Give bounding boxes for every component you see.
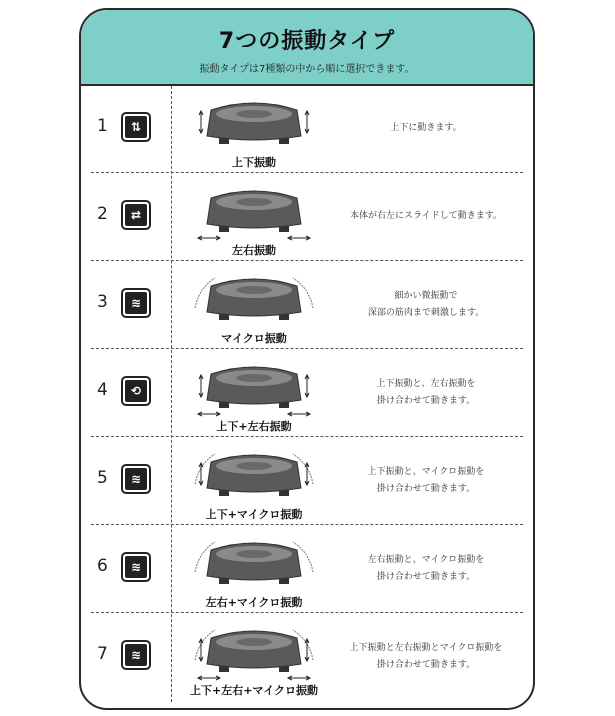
vibration-type-row <box>81 262 533 349</box>
device-illustration <box>189 356 319 418</box>
type-description <box>331 552 521 586</box>
all-vibration-icon: ≋ <box>121 640 151 670</box>
type-label: 上下振動 <box>232 156 276 169</box>
type-description <box>331 640 521 674</box>
description-line: 細かい微振動で <box>394 291 458 301</box>
row-separator <box>91 612 523 613</box>
row-separator <box>91 348 523 349</box>
type-description <box>331 288 521 322</box>
type-number: 7 <box>97 644 108 664</box>
left-right-micro-icon: ≋ <box>121 552 151 582</box>
device-illustration <box>189 620 319 682</box>
row-separator <box>91 172 523 173</box>
header <box>81 10 533 86</box>
vibration-type-row <box>81 526 533 613</box>
description-line: 上下振動と左右振動とマイクロ振動を <box>349 643 503 653</box>
description-line: 掛け合わせて動きます。 <box>376 396 476 406</box>
vibration-types-card <box>79 8 535 710</box>
description-line: 掛け合わせて動きます。 <box>376 572 476 582</box>
row-separator <box>91 524 523 525</box>
vibration-type-row <box>81 614 533 701</box>
type-number: 1 <box>97 116 108 136</box>
type-description <box>331 208 521 225</box>
up-down-arrows-icon: ⇅ <box>121 112 151 142</box>
device-illustration <box>189 92 319 154</box>
description-line: 上下振動と、マイクロ振動を <box>367 467 485 477</box>
page-subtitle: 振動タイプは7種類の中から順に選択できます。 <box>199 64 415 75</box>
vibration-type-row <box>81 438 533 525</box>
description-line: 上下振動と、左右振動を <box>376 379 476 389</box>
left-right-arrows-icon: ⇄ <box>121 200 151 230</box>
type-description <box>331 376 521 410</box>
type-label: 上下+マイクロ振動 <box>205 508 303 521</box>
type-label: マイクロ振動 <box>221 332 287 345</box>
description-line: 上下に動きます。 <box>390 123 462 133</box>
type-description <box>331 120 521 137</box>
type-number: 5 <box>97 468 108 488</box>
page-title: 7つの振動タイプ <box>218 29 396 54</box>
vibration-type-row <box>81 86 533 173</box>
type-label: 左右振動 <box>232 244 276 257</box>
type-label: 左右+マイクロ振動 <box>205 596 303 609</box>
device-illustration <box>189 268 319 330</box>
vibration-type-row <box>81 350 533 437</box>
type-label: 上下+左右+マイクロ振動 <box>190 684 318 697</box>
type-number: 3 <box>97 292 108 312</box>
device-illustration <box>189 532 319 594</box>
row-separator <box>91 436 523 437</box>
description-line: 本体が右左にスライドして動きます。 <box>349 211 502 221</box>
type-label: 上下+左右振動 <box>216 420 292 433</box>
type-number: 6 <box>97 556 108 576</box>
up-down-left-right-icon: ⟲ <box>121 376 151 406</box>
type-description <box>331 464 521 498</box>
up-down-micro-icon: ≋ <box>121 464 151 494</box>
type-number: 4 <box>97 380 108 400</box>
row-separator <box>91 260 523 261</box>
micro-wave-icon: ≋ <box>121 288 151 318</box>
type-number: 2 <box>97 204 108 224</box>
description-line: 掛け合わせて動きます。 <box>376 484 476 494</box>
description-line: 掛け合わせて動きます。 <box>376 660 476 670</box>
description-line: 深部の筋肉まで刺激します。 <box>367 308 485 318</box>
vibration-type-row <box>81 174 533 261</box>
description-line: 左右振動と、マイクロ振動を <box>367 555 485 565</box>
device-illustration <box>189 444 319 506</box>
device-illustration <box>189 180 319 242</box>
